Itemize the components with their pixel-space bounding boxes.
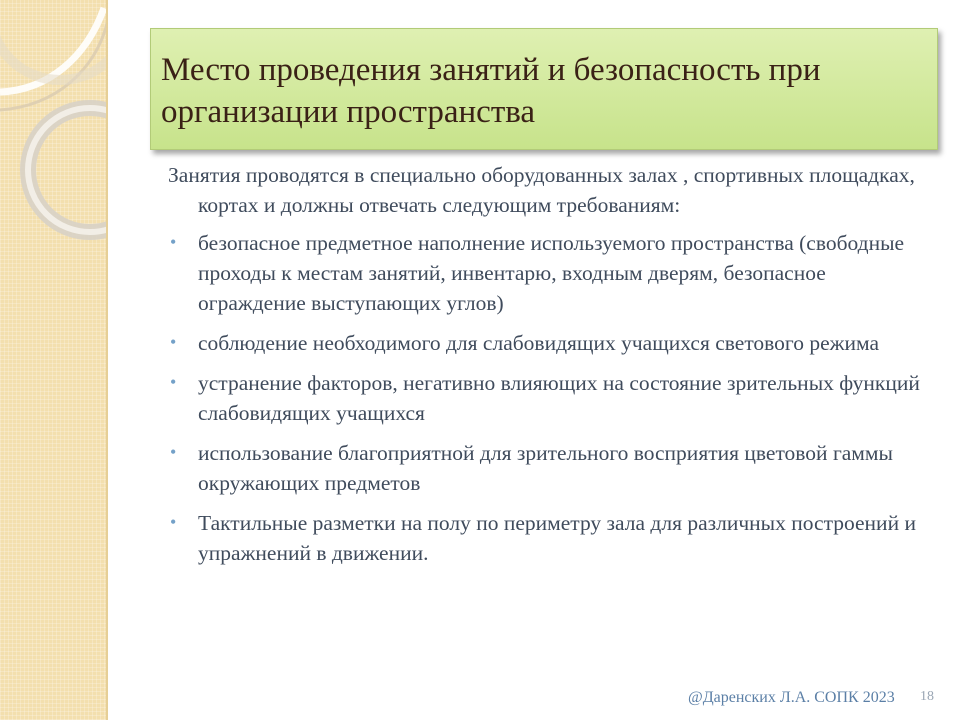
- bullet-icon: •: [170, 512, 177, 532]
- slide-page-number: 18: [920, 689, 934, 704]
- list-item-text: соблюдение необходимого для слабовидящих учащихся светового режима: [198, 331, 879, 355]
- list-item: [168, 508, 928, 568]
- bullet-icon: •: [170, 442, 177, 462]
- bullet-icon: •: [170, 232, 177, 252]
- list-item-text: безопасное предметное наполнение используемого пространства (свободные проходы к местам занятий, инвентарю, входным дверям, безопасное ограждение выступающих углов): [198, 231, 905, 315]
- list-item-text: устранение факторов, негативно влияющих на состояние зрительных функций слабовидящих учащихся: [198, 371, 920, 425]
- bullet-icon: •: [170, 332, 177, 352]
- decorative-rings: [0, 0, 108, 720]
- list-item: [168, 328, 928, 358]
- list-item-text: использование благоприятной для зрительного восприятия цветовой гаммы окружающих предметов: [198, 441, 893, 495]
- list-item-text: Тактильные разметки на полу по периметру зала для различных построений и упражнений в движении.: [198, 511, 916, 565]
- slide-content: [168, 160, 928, 578]
- slide-footer: @Даренских Л.А. СОПК 2023: [688, 689, 895, 706]
- requirements-list: [168, 228, 928, 568]
- decorative-side-panel: [0, 0, 108, 720]
- list-item: [168, 368, 928, 428]
- intro-paragraph: Занятия проводятся в специально оборудованных залах , спортивных площадках, кортах и должны отвечать следующим требованиям:: [168, 163, 915, 217]
- slide-title: Место проведения занятий и безопасность при организации пространства: [161, 52, 821, 130]
- list-item: [168, 438, 928, 498]
- list-item: [168, 228, 928, 318]
- bullet-icon: •: [170, 372, 177, 392]
- side-panel-edge: [106, 0, 108, 720]
- slide-title-box: [150, 28, 938, 150]
